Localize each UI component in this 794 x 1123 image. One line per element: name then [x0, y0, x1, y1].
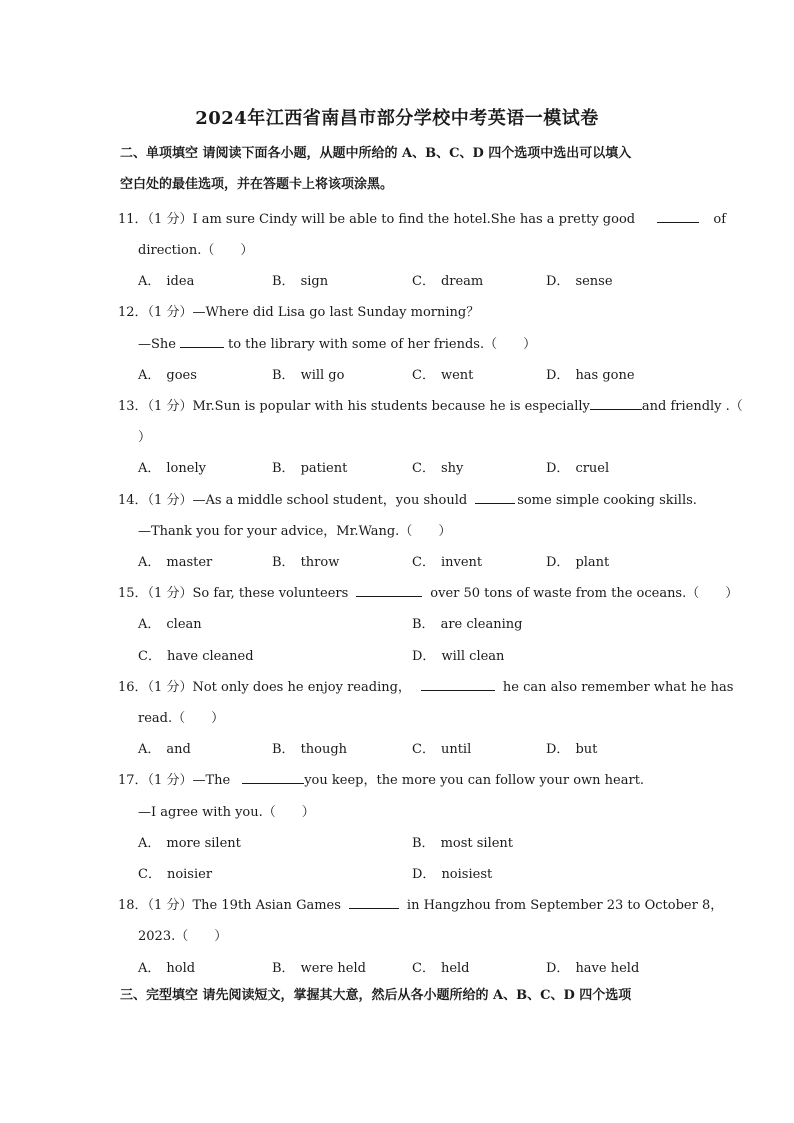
option-d[interactable]: D． but — [546, 742, 598, 757]
option-c[interactable]: C． went — [412, 368, 474, 383]
option-a[interactable]: A． hold — [138, 961, 196, 976]
section-2-line-1: 二、单项填空 请阅读下面各小题，从题中所给的 A、B、C、D 四个选项中选出可以填入 — [120, 146, 632, 161]
answer-blank — [590, 397, 642, 410]
page-title: 2024年江西省南昌市部分学校中考英语一模试卷 — [195, 108, 599, 129]
question-17-line-2: —I agree with you.（ ） — [138, 805, 315, 820]
option-d[interactable]: D． have held — [546, 961, 640, 976]
option-b[interactable]: B． patient — [272, 461, 348, 476]
option-a[interactable]: A． master — [138, 555, 213, 570]
question-text: Mr.Sun is popular with his students because he is especially — [192, 399, 590, 414]
question-13-line-1 — [118, 395, 743, 414]
question-text: The 19th Asian Games — [192, 898, 341, 913]
section-2-instructions — [120, 138, 680, 200]
option-d[interactable]: D． sense — [546, 274, 613, 289]
answer-blank — [475, 491, 515, 504]
question-16-line-1 — [118, 676, 733, 695]
question-18-line-1 — [118, 894, 723, 913]
question-text: —As a middle school student，you should — [192, 493, 468, 508]
option-c[interactable]: C． have cleaned — [138, 649, 254, 664]
option-b[interactable]: B． were held — [272, 961, 366, 976]
question-17-line-1 — [118, 769, 644, 788]
question-text: to the library with some of her friends.（ ） — [227, 337, 537, 352]
answer-blank — [421, 678, 495, 691]
option-c[interactable]: C． dream — [412, 274, 484, 289]
answer-blank — [349, 896, 399, 909]
section-3-instructions — [120, 980, 680, 1011]
option-c[interactable]: C． invent — [412, 555, 483, 570]
answer-blank — [180, 335, 224, 348]
question-number: 12．（1 分） — [118, 305, 193, 320]
option-d[interactable]: D． cruel — [546, 461, 610, 476]
option-a[interactable]: A． and — [138, 742, 191, 757]
question-text: in Hangzhou from September 23 to October 8， — [406, 898, 724, 913]
question-15-line-1 — [118, 582, 738, 601]
question-number: 14．（1 分） — [118, 493, 193, 508]
option-d[interactable]: D． plant — [546, 555, 610, 570]
section-3-line-1: 三、完型填空 请先阅读短文，掌握其大意，然后从各小题所给的 A、B、C、D 四个选项 — [120, 988, 632, 1003]
question-11-line-1 — [118, 208, 726, 227]
option-d[interactable]: D． noisiest — [412, 867, 493, 882]
question-14-line-2: —Thank you for your advice，Mr.Wang.（ ） — [138, 524, 452, 539]
question-12-line-2 — [138, 333, 536, 352]
answer-blank — [356, 584, 422, 597]
question-14-line-1 — [118, 489, 697, 508]
question-text: —The — [192, 773, 231, 788]
question-number: 17．（1 分） — [118, 773, 193, 788]
option-a[interactable]: A． more silent — [138, 836, 241, 851]
option-d[interactable]: D． has gone — [546, 368, 635, 383]
question-text: Not only does he enjoy reading， — [192, 680, 411, 695]
question-number: 13．（1 分） — [118, 399, 193, 414]
question-text: I am sure Cindy will be able to find the hotel.She has a pretty good — [192, 212, 636, 227]
question-number: 16．（1 分） — [118, 680, 193, 695]
option-b[interactable]: B． though — [272, 742, 348, 757]
option-c[interactable]: C． held — [412, 961, 470, 976]
question-13-line-2: ） — [138, 430, 152, 445]
question-16-line-2: read.（ ） — [138, 711, 225, 726]
question-11-line-2: direction.（ ） — [138, 243, 254, 258]
option-a[interactable]: A． lonely — [138, 461, 206, 476]
question-text: and friendly .（ — [641, 399, 743, 414]
option-b[interactable]: B． most silent — [412, 836, 514, 851]
question-number: 15．（1 分） — [118, 586, 193, 601]
question-12-line-1 — [118, 301, 479, 320]
option-a[interactable]: A． goes — [138, 368, 197, 383]
question-text: —Where did Lisa go last Sunday morning？ — [192, 305, 480, 320]
section-2-line-2: 空白处的最佳选项，并在答题卡上将该项涂黑。 — [120, 177, 394, 192]
option-c[interactable]: C． shy — [412, 461, 464, 476]
question-text: over 50 tons of waste from the oceans.（ ） — [430, 586, 739, 601]
option-b[interactable]: B． are cleaning — [412, 617, 523, 632]
question-text: —She — [138, 337, 176, 352]
answer-blank — [657, 210, 699, 223]
option-c[interactable]: C． noisier — [138, 867, 213, 882]
question-number: 11．（1 分） — [118, 212, 193, 227]
option-a[interactable]: A． clean — [138, 617, 202, 632]
option-b[interactable]: B． sign — [272, 274, 329, 289]
option-b[interactable]: B． throw — [272, 555, 340, 570]
option-b[interactable]: B． will go — [272, 368, 345, 383]
question-text: of — [713, 212, 727, 227]
option-c[interactable]: C． until — [412, 742, 472, 757]
question-text: So far, these volunteers — [192, 586, 349, 601]
question-18-line-2: 2023.（ ） — [138, 929, 228, 944]
option-a[interactable]: A． idea — [138, 274, 195, 289]
question-text: he can also remember what he has — [502, 680, 734, 695]
question-number: 18．（1 分） — [118, 898, 193, 913]
question-text: you keep，the more you can follow your own heart. — [304, 773, 645, 788]
answer-blank — [242, 771, 304, 784]
question-text: some simple cooking skills. — [517, 493, 697, 508]
option-d[interactable]: D． will clean — [412, 649, 505, 664]
